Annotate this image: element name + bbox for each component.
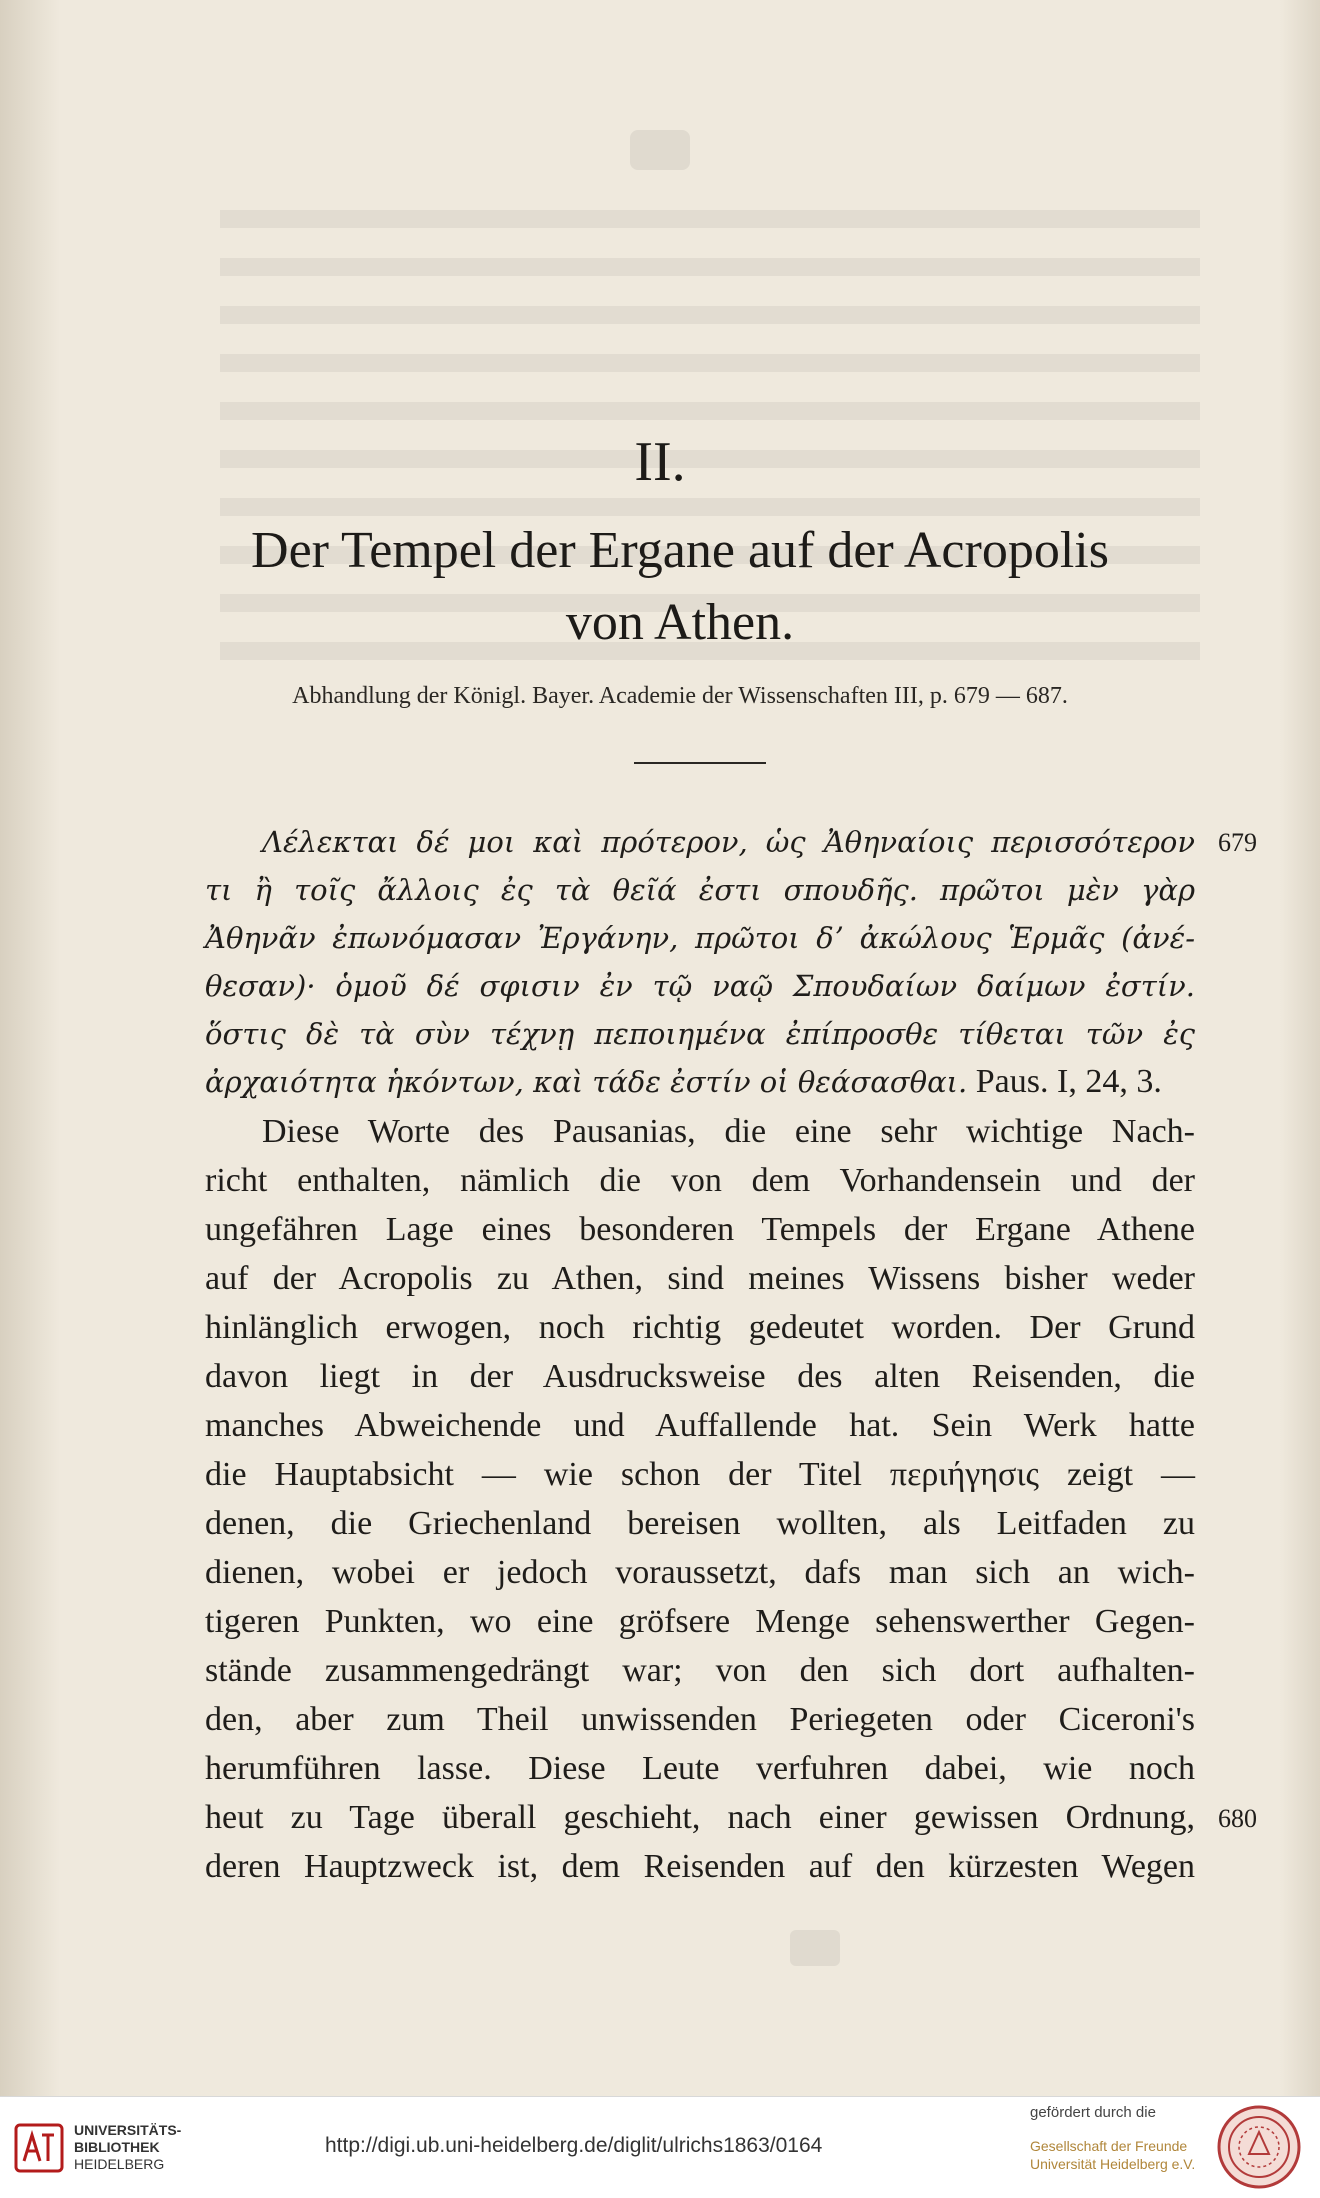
body-line: Diese Worte des Pausanias, die eine sehr wichtige Nach-: [262, 1113, 1195, 1150]
body-line: die Hauptabsicht — wie schon der Titel περιήγησις zeigt —: [205, 1456, 1195, 1493]
sponsor-name-line: Universität Heidelberg e.V.: [1030, 2156, 1196, 2172]
body-line: denen, die Griechenland bereisen wollten, als Leitfaden zu: [205, 1505, 1195, 1542]
library-name-line: HEIDELBERG: [74, 2156, 165, 2172]
greek-quote-line: Ἀθηνᾶν ἐπωνόμασαν Ἐργάνην, πρῶτοι δʼ ἀκώλους Ἑρμᾶς (ἀνέ-: [205, 921, 1195, 955]
greek-quote-line: ὅστις δὲ τὰ σὺν τέχνῃ πεποιημένα ἐπίπροσθε τίθεται τῶν ἐς: [205, 1017, 1195, 1051]
greek-quote-text: ἀρχαιότητα ἡκόντων, καὶ τάδε ἐστίν οἱ θεάσασθαι.: [205, 1065, 968, 1099]
body-line: herumführen lasse. Diese Leute verfuhren dabei, wie noch: [205, 1750, 1195, 1787]
body-line: tigeren Punkten, wo eine gröfsere Menge sehenswerther Gegen-: [205, 1603, 1195, 1640]
subtitle: Abhandlung der Königl. Bayer. Academie der Wissenschaften III, p. 679 — 687.: [292, 683, 1068, 709]
body-line: davon liegt in der Ausdrucksweise des alten Reisenden, die: [205, 1358, 1195, 1395]
funded-by-text: gefördert durch die: [1030, 2104, 1156, 2121]
sponsor-name-line: Gesellschaft der Freunde: [1030, 2138, 1188, 2154]
permalink-url[interactable]: http://digi.ub.uni-heidelberg.de/diglit/ulrichs1863/0164: [325, 2134, 823, 2157]
body-line: heut zu Tage überall geschieht, nach einer gewissen Ordnung,: [205, 1799, 1195, 1836]
divider-rule: [634, 762, 766, 764]
library-name: [74, 2122, 181, 2173]
body-line: auf der Acropolis zu Athen, sind meines Wissens bisher weder: [205, 1260, 1195, 1297]
body-line: ungefähren Lage eines besonderen Tempels der Ergane Athene: [205, 1211, 1195, 1248]
body-line: dienen, wobei er jedoch voraussetzt, dafs man sich an wich-: [205, 1554, 1195, 1591]
sponsor-name[interactable]: [1030, 2137, 1195, 2173]
greek-quote-line: τι ἢ τοῖς ἄλλοις ἐς τὰ θεῖά ἐστι σπουδῆς. πρῶτοι μὲν γὰρ: [205, 873, 1195, 907]
university-seal-icon: [1216, 2104, 1302, 2190]
greek-quote-last-line: [205, 1058, 1195, 1106]
body-line: richt enthalten, nämlich die von dem Vorhandensein und der: [205, 1162, 1195, 1199]
body-line: manches Abweichende und Auffallende hat. Sein Werk hatte: [205, 1407, 1195, 1444]
greek-quote-line: θεσαν)· ὁμοῦ δέ σφισιν ἐν τῷ ναῷ Σπουδαίων δαίμων ἐστίν.: [205, 969, 1195, 1003]
body-line: deren Hauptzweck ist, dem Reisenden auf den kürzesten Wegen: [205, 1848, 1195, 1885]
title-line-2: von Athen.: [565, 594, 795, 651]
citation: Paus. I, 24, 3.: [967, 1063, 1162, 1100]
bleed-through-page-number: [630, 130, 690, 170]
body-line: den, aber zum Theil unwissenden Periegeten oder Ciceroni's: [205, 1701, 1195, 1738]
chapter-number: II.: [634, 431, 686, 493]
library-name-line: UNIVERSITÄTS-: [74, 2122, 182, 2138]
margin-page-number: 679: [1218, 828, 1257, 857]
bleed-through-signature: [790, 1930, 840, 1966]
library-name-line: BIBLIOTHEK: [74, 2139, 160, 2155]
body-line: stände zusammengedrängt war; von den sich dort aufhalten-: [205, 1652, 1195, 1689]
university-library-logo-icon: [14, 2123, 64, 2173]
title-line-1: Der Tempel der Ergane auf der Acropolis: [251, 522, 1109, 579]
greek-quote-line: Λέλεκται δέ μοι καὶ πρότερον, ὡς Ἀθηναίοις περισσότερον: [262, 825, 1195, 859]
body-line: hinlänglich erwogen, noch richtig gedeutet worden. Der Grund: [205, 1309, 1195, 1346]
margin-page-number: 680: [1218, 1804, 1257, 1833]
